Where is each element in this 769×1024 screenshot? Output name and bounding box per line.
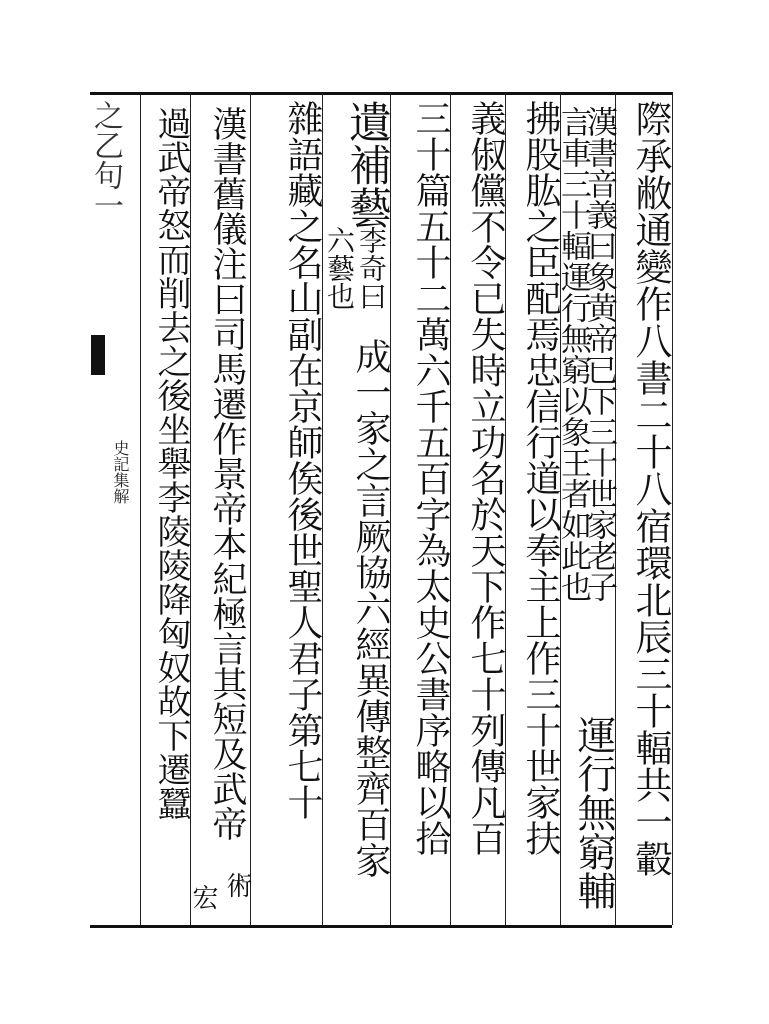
text-column-7: 雜語藏之名山副在京師俟後世聖人君子第七十 xyxy=(282,100,323,820)
text-column-2: 運行無窮輔 xyxy=(571,715,616,910)
commentary-column-6b: 李奇曰 xyxy=(355,226,388,310)
margin-label: 史記集解 xyxy=(111,440,130,504)
column-rule xyxy=(672,92,673,925)
fold-mark xyxy=(91,335,105,375)
left-edge-text: 之乙句一 xyxy=(88,100,123,220)
text-column-6a: 遺補藝 xyxy=(342,100,392,229)
text-column-6: 成一家之言厥協六經異傳整齊百家 xyxy=(350,338,391,878)
text-column-3: 拂股肱之臣配焉忠信行道以奉主上作三十世家扶 xyxy=(520,100,561,856)
column-rule xyxy=(140,92,141,925)
commentary-column-2b: 言車三十輻運行無窮以象王者如此也 xyxy=(555,106,591,602)
commentary-column-2a: 漢書音義曰象黄帝已下三十世家老子 xyxy=(581,106,617,602)
text-column-5: 三十篇五十二萬六千五百字為太史公書序略以拾 xyxy=(410,100,451,856)
commentary-column-7b: 術 xyxy=(222,872,252,898)
commentary-column-6c: 六藝也 xyxy=(323,226,356,310)
text-column-4: 義俶儻不令已失時立功名於天下作七十列傳凡百 xyxy=(465,100,506,856)
commentary-column-7c: 宏 xyxy=(188,884,218,910)
commentary-column-9: 過武帝怒而削去之後坐舉李陵陵降匈奴故下遷蠶 xyxy=(151,106,191,820)
commentary-column-8: 漢書舊儀注曰司馬遷作景帝本紀極言其短及武帝 xyxy=(207,106,247,841)
column-rule xyxy=(250,92,251,925)
text-column-1: 際承敝通變作八書二十八宿環北辰三十輻共一轂 xyxy=(629,100,672,877)
